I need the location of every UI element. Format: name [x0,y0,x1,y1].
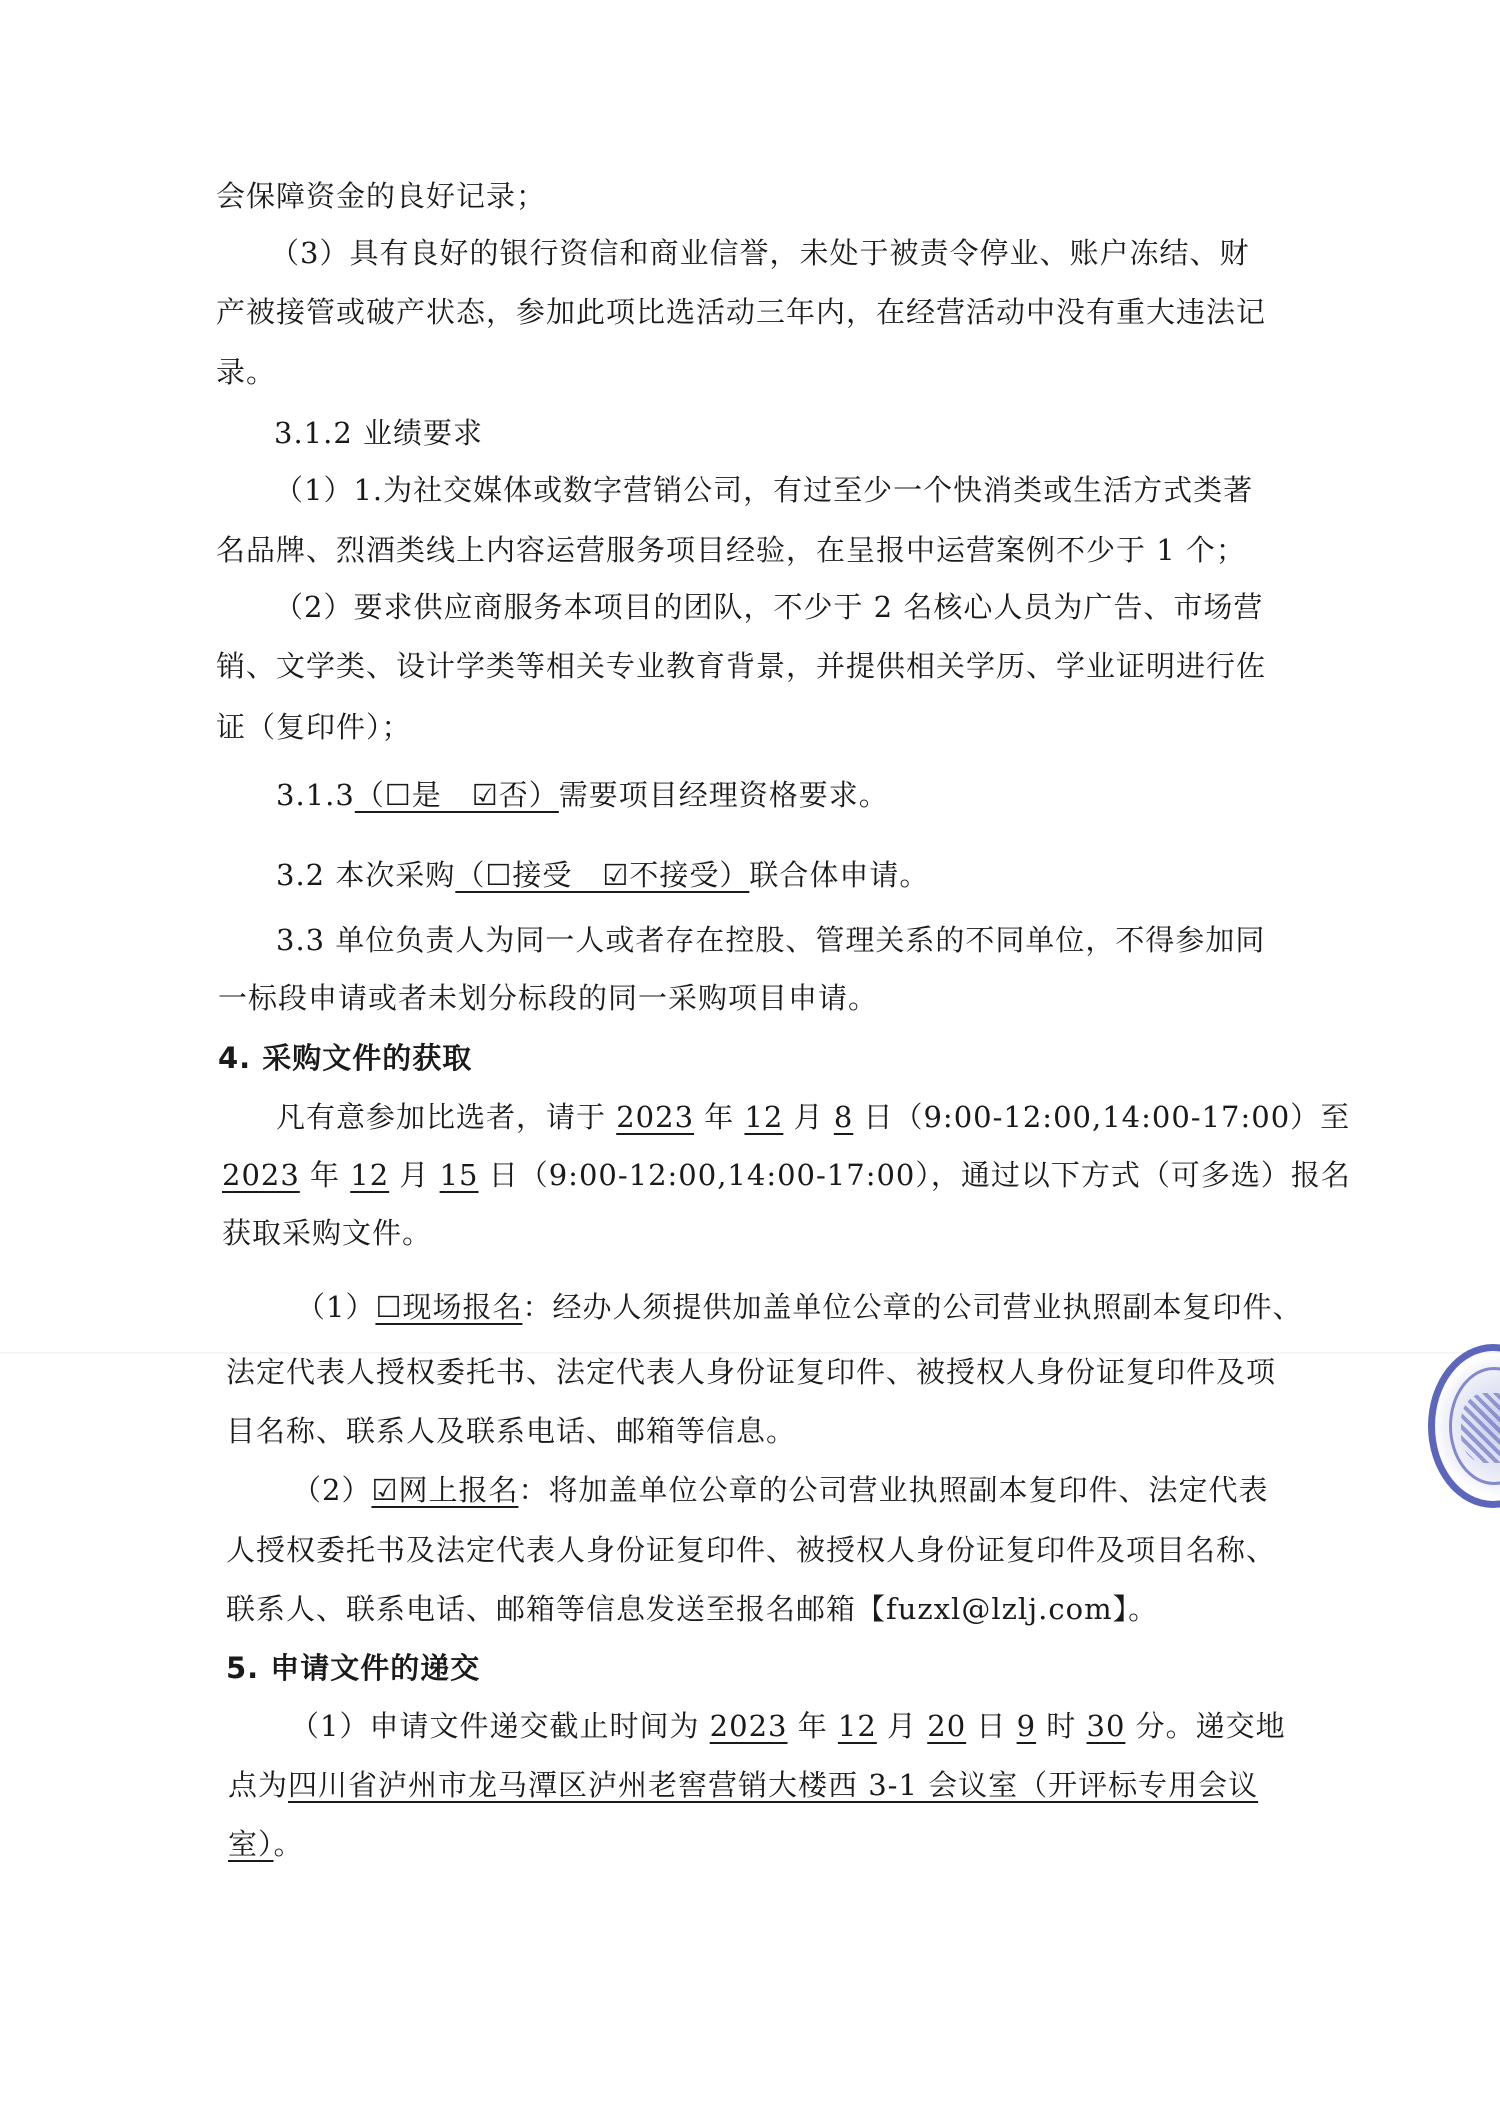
text-line: 点为四川省泸州市龙马潭区泸州老窖营销大楼西 3-1 会议室（开评标专用会议 [228,1768,1259,1802]
submission-location: 四川省泸州市龙马潭区泸州老窖营销大楼西 3-1 会议室（开评标专用会议 [288,1768,1259,1802]
text-line: 2023 年 12 月 15 日（9:00-12:00,14:00-17:00），通过以下方式（可多选）报名 [222,1158,1351,1192]
clause-3-1-3 [276,775,889,815]
text-line: （1）申请文件递交截止时间为 2023 年 12 月 20 日 9 时 30 分。递交地 [290,1709,1286,1743]
text-line: 3.3 单位负责人为同一人或者存在控股、管理关系的不同单位，不得参加同 [276,923,1266,957]
text-line: 法定代表人授权委托书、法定代表人身份证复印件、被授权人身份证复印件及项 [226,1355,1277,1389]
text-line: 3.1.2 业绩要求 [274,416,484,450]
text-line: （2）☑网上报名：将加盖单位公章的公司营业执照副本复印件、法定代表 [292,1473,1269,1507]
section-heading-5: 5. 申请文件的递交 [226,1651,481,1685]
text-line: （1）☐现场报名：经办人须提供加盖单位公章的公司营业执照副本复印件、 [296,1290,1303,1324]
text-line: 目名称、联系人及联系电话、邮箱等信息。 [226,1414,797,1448]
text-line: 销、文学类、设计学类等相关专业教育背景，并提供相关学历、学业证明进行佐 [216,649,1267,683]
onsite-registration-option: ☐现场报名 [375,1290,523,1324]
clause-text: 需要项目经理资格要求。 [558,778,889,812]
seal-emblem [1461,1393,1500,1463]
section-heading-4: 4. 采购文件的获取 [218,1041,473,1075]
online-registration-option: ☑网上报名 [371,1473,519,1507]
clause-number: 3.1.3 [276,778,355,812]
text-line: 获取采购文件。 [222,1216,433,1250]
text-line: 会保障资金的良好记录； [216,179,547,213]
text-line: 证（复印件）； [216,710,412,744]
text-line: 产被接管或破产状态，参加此项比选活动三年内，在经营活动中没有重大违法记 [216,295,1267,329]
text-line: 录。 [216,355,277,389]
email-address: fuzxl@lzlj.com [886,1592,1113,1626]
clause-text: 联合体申请。 [749,858,930,892]
text-line: 室）。 [228,1827,304,1861]
text-line: 联系人、联系电话、邮箱等信息发送至报名邮箱【fuzxl@lzlj.com】。 [226,1592,1159,1626]
text-line: 一标段申请或者未划分标段的同一采购项目申请。 [218,981,879,1015]
text-line: （2）要求供应商服务本项目的团队，不少于 2 名核心人员为广告、市场营 [274,590,1264,624]
text-line: （1）1.为社交媒体或数字营销公司，有过至少一个快消类或生活方式类著 [274,473,1254,507]
text-line: （3）具有良好的银行资信和商业信誉，未处于被责令停业、账户冻结、财 [270,236,1250,270]
text-line: 名品牌、烈酒类线上内容运营服务项目经验，在呈报中运营案例不少于 1 个； [216,533,1246,567]
text-line: 凡有意参加比选者，请于 2023 年 12 月 8 日（9:00-12:00,14:00-17:00）至 [276,1100,1351,1134]
consortium-option: （☐接受 ☑不接受） [455,858,750,892]
clause-3-2 [276,855,929,895]
manager-option: （☐是 ☑否） [354,778,559,812]
clause-text: 3.2 本次采购 [276,858,456,892]
text-line: 人授权委托书及法定代表人身份证复印件、被授权人身份证复印件及项目名称、 [226,1533,1277,1567]
company-seal-stamp [1428,1344,1500,1508]
